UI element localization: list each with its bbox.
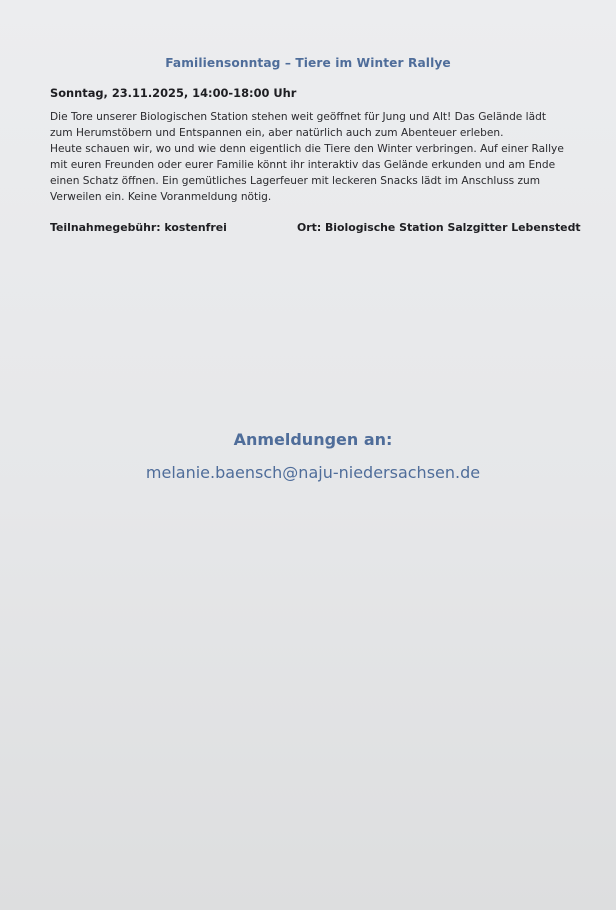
event-date: Sonntag, 23.11.2025, 14:00-18:00 Uhr bbox=[50, 86, 297, 100]
registration-heading: Anmeldungen an: bbox=[233, 430, 393, 449]
event-description bbox=[50, 110, 570, 205]
description-line: Die Tore unserer Biologischen Station stehen weit geöffnet für Jung und Alt! Das Gelände lädt bbox=[50, 111, 546, 123]
description-line: Heute schauen wir, wo und wie denn eigentlich die Tiere den Winter verbringen. Auf einer Rallye bbox=[50, 142, 564, 155]
description-line: Verweilen ein. Keine Voranmeldung nötig. bbox=[50, 190, 272, 203]
document-title: Familiensonntag – Tiere im Winter Rallye bbox=[165, 56, 451, 70]
description-line: mit euren Freunden oder eurer Familie könnt ihr interaktiv das Gelände erkunden und am Ende bbox=[50, 158, 556, 171]
registration-email-link[interactable]: melanie.baensch@naju-niedersachsen.de bbox=[145, 463, 481, 482]
description-line: zum Herumstöbern und Entspannen ein, aber natürlich auch zum Abenteuer erleben. bbox=[50, 126, 504, 139]
description-line: einen Schatz öffnen. Ein gemütliches Lagerfeuer mit leckeren Snacks lädt im Anschluss zum bbox=[50, 174, 541, 187]
participation-fee: Teilnahmegebühr: kostenfrei bbox=[50, 221, 227, 234]
event-location: Ort: Biologische Station Salzgitter Lebenstedt bbox=[297, 221, 581, 234]
